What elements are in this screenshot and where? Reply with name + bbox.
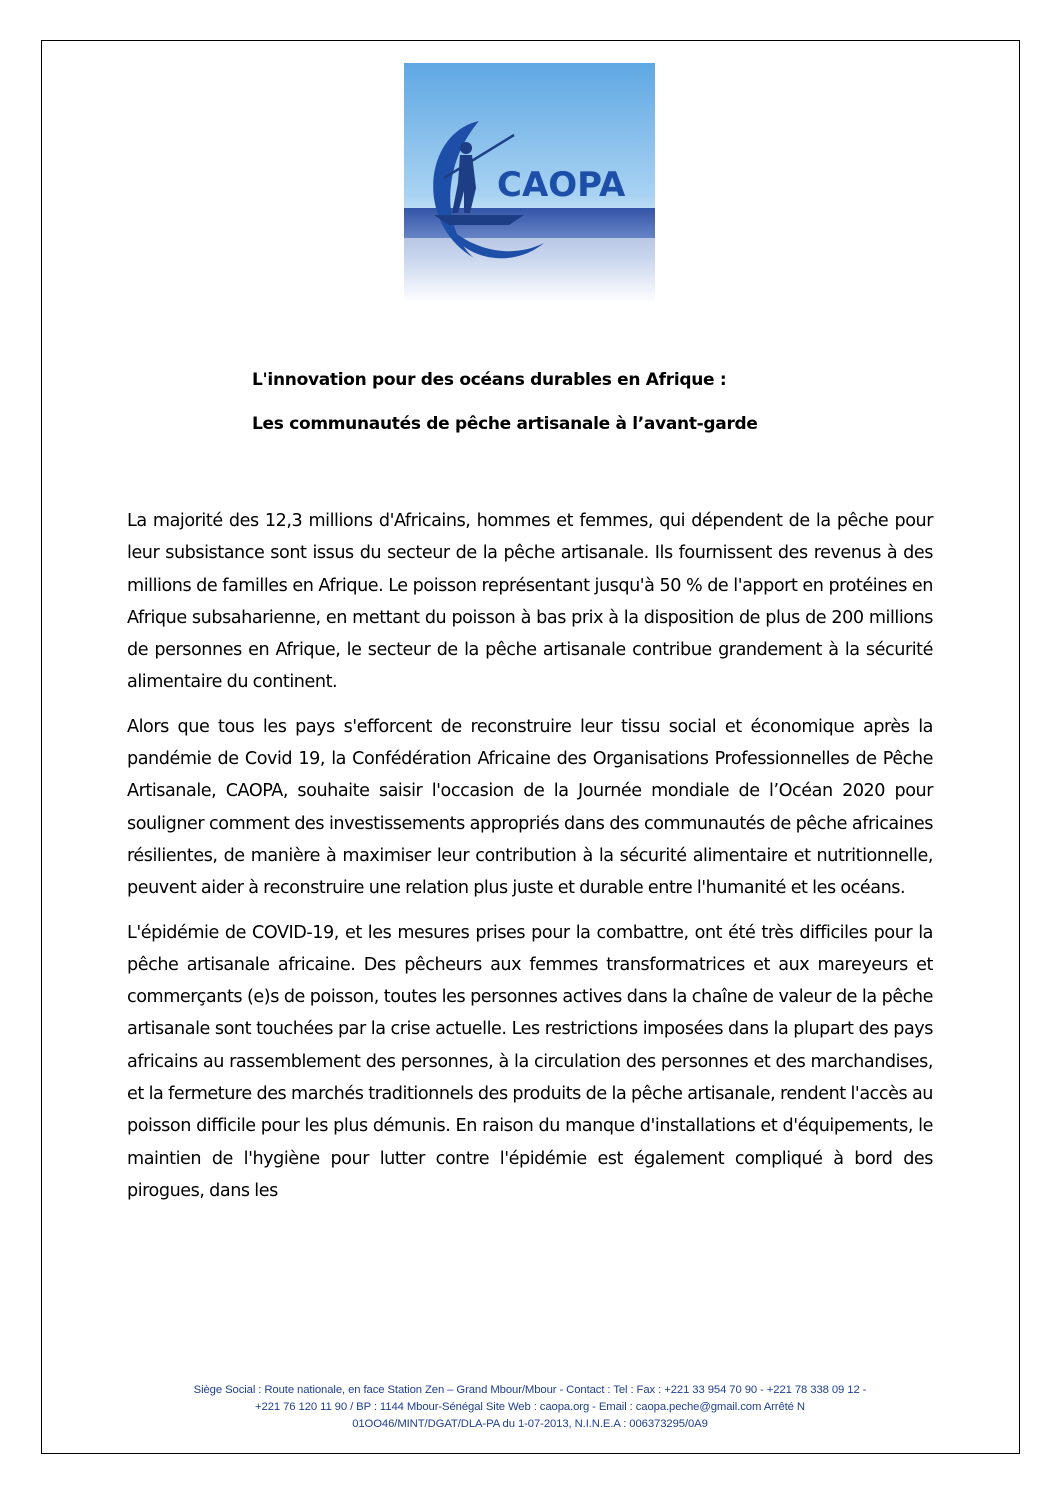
- footer-line-1: Siège Social : Route nationale, en face Station Zen – Grand Mbour/Mbour - Contact : Tel : Fax : +221 33 954 70 90 - +221 78 338 09 12 -: [193, 1384, 867, 1396]
- footer: [60, 1382, 1000, 1433]
- title-line-2: Les communautés de pêche artisanale à l’avant-garde: [252, 414, 758, 434]
- logo-brand-text: CAOPA: [497, 165, 626, 205]
- footer-line-3: 01OO46/MINT/DGAT/DLA-PA du 1-07-2013, N.I.N.E.A : 006373295/0A9: [352, 1418, 708, 1430]
- title-line-1: L'innovation pour des océans durables en Afrique :: [252, 370, 727, 390]
- paragraph: Alors que tous les pays s'efforcent de reconstruire leur tissu social et économique après la pandémie de Covid 19, la Confédération Africaine des Organisations Professionnelles de Pêche Artisanale, CAOPA, souhaite saisir l'occasion de la Journée mondiale de l’Océan 2020 pour souligner comment des investissements appropriés dans des communautés de pêche africaines résilientes, de manière à maximiser leur contribution à la sécurité alimentaire et nutritionnelle, peuvent aider à reconstruire une relation plus juste et durable entre l'humanité et les océans.: [127, 716, 933, 899]
- body-text: [127, 505, 933, 1219]
- paragraph: La majorité des 12,3 millions d'Africains, hommes et femmes, qui dépendent de la pêche pour leur subsistance sont issus du secteur de la pêche artisanale. Ils fournissent des revenus à des millions de familles en Afrique. Le poisson représentant jusqu'à 50 % de l'apport en protéines en Afrique subsaharienne, en mettant du poisson à bas prix à la disposition de plus de 200 millions de personnes en Afrique, le secteur de la pêche artisanale contribue grandement à la sécurité alimentaire du continent.: [127, 511, 933, 693]
- caopa-logo: [404, 63, 655, 303]
- paragraph: L'épidémie de COVID-19, et les mesures prises pour la combattre, ont été très difficiles pour la pêche artisanale africaine. Des pêcheurs aux femmes transformatrices et aux mareyeurs et commerçants (e)s de poisson, toutes les personnes actives dans la chaîne de valeur de la pêche artisanale sont touchées par la crise actuelle. Les restrictions imposées dans la plupart des pays africains au rassemblement des personnes, à la circulation des personnes et des marchandises, et la fermeture des marchés traditionnels des produits de la pêche artisanale, rendent l'accès au poisson difficile pour les plus démunis. En raison du manque d'installations et d'équipements, le maintien de l'hygiène pour lutter contre l'épidémie est également compliqué à bord des pirogues, dans les: [127, 922, 933, 1201]
- footer-line-2: +221 76 120 11 90 / BP : 1144 Mbour-Sénégal Site Web : caopa.org - Email : caopa.peche@gmail.com Arrêté N: [255, 1401, 805, 1413]
